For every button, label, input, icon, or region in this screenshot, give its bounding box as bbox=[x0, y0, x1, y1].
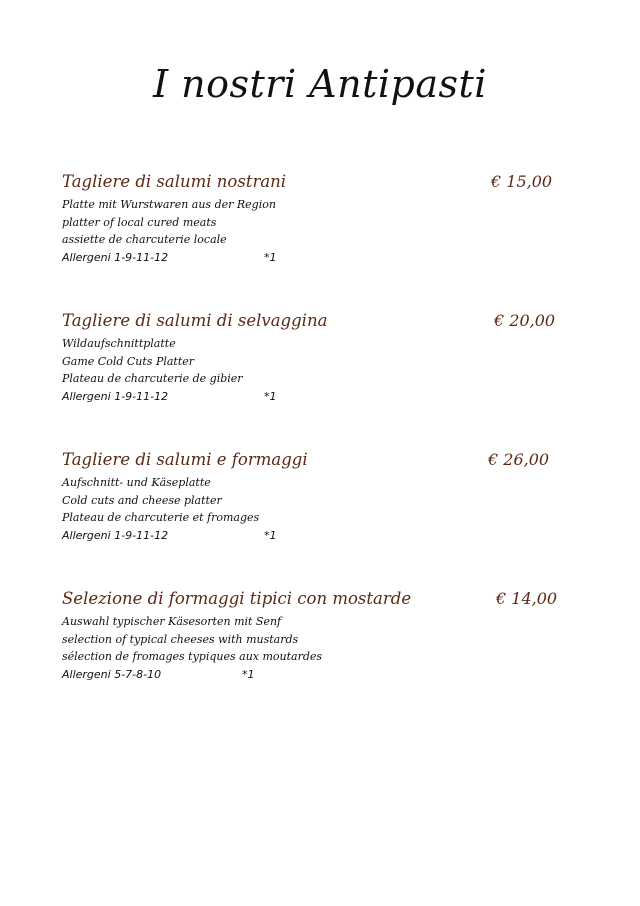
allergen-row bbox=[62, 388, 572, 406]
menu-item-description-de: Platte mit Wurstwaren aus der Region bbox=[62, 198, 276, 211]
menu-item-price: € 14,00 bbox=[496, 589, 558, 608]
menu-item-description-de: Wildaufschnittplatte bbox=[62, 337, 176, 350]
allergen-note: *1 bbox=[264, 528, 277, 542]
menu-item-description-fr: Plateau de charcuterie et fromages bbox=[62, 511, 260, 524]
menu-item-description-en: platter of local cured meats bbox=[62, 215, 217, 229]
menu-item-name: Tagliere di salumi di selvaggina bbox=[62, 311, 328, 330]
allergen-note: *1 bbox=[242, 667, 255, 681]
menu-item bbox=[62, 589, 572, 684]
menu-item-description-de: Aufschnitt- und Käseplatte bbox=[62, 476, 211, 489]
menu-item-description-en: Cold cuts and cheese platter bbox=[62, 493, 222, 507]
menu-item-header bbox=[62, 311, 572, 335]
menu-item-name: Tagliere di salumi e formaggi bbox=[62, 450, 308, 469]
menu-item-description-en: Game Cold Cuts Platter bbox=[62, 354, 195, 368]
menu-item-price: € 15,00 bbox=[491, 172, 553, 191]
menu-item-description-fr: sélection de fromages typiques aux moutardes bbox=[62, 650, 323, 663]
allergen-list: Allergeni 5-7-8-10 bbox=[62, 667, 162, 681]
allergen-row bbox=[62, 249, 572, 267]
menu-item-price: € 26,00 bbox=[488, 450, 550, 469]
allergen-note: *1 bbox=[264, 389, 277, 403]
menu-item-header bbox=[62, 589, 572, 613]
menu-item-header bbox=[62, 450, 572, 474]
menu-item-description-fr: Plateau de charcuterie de gibier bbox=[62, 372, 243, 385]
allergen-row bbox=[62, 666, 572, 684]
menu-item-description-de: Auswahl typischer Käsesorten mit Senf bbox=[62, 615, 282, 628]
page-title: I nostri Antipasti bbox=[153, 62, 487, 106]
menu-item bbox=[62, 311, 572, 406]
menu-item-name: Selezione di formaggi tipici con mostarde bbox=[62, 589, 412, 608]
menu-item-price: € 20,00 bbox=[494, 311, 556, 330]
menu-item-header bbox=[62, 172, 572, 196]
menu-item-description-fr: assiette de charcuterie locale bbox=[62, 233, 227, 246]
menu-item bbox=[62, 450, 572, 545]
menu-item-description-en: selection of typical cheeses with mustards bbox=[62, 632, 299, 646]
allergen-list: Allergeni 1-9-11-12 bbox=[62, 389, 169, 403]
menu-item bbox=[62, 172, 572, 267]
allergen-list: Allergeni 1-9-11-12 bbox=[62, 528, 169, 542]
allergen-note: *1 bbox=[264, 250, 277, 264]
allergen-row bbox=[62, 527, 572, 545]
menu-item-name: Tagliere di salumi nostrani bbox=[62, 172, 287, 191]
allergen-list: Allergeni 1-9-11-12 bbox=[62, 250, 169, 264]
